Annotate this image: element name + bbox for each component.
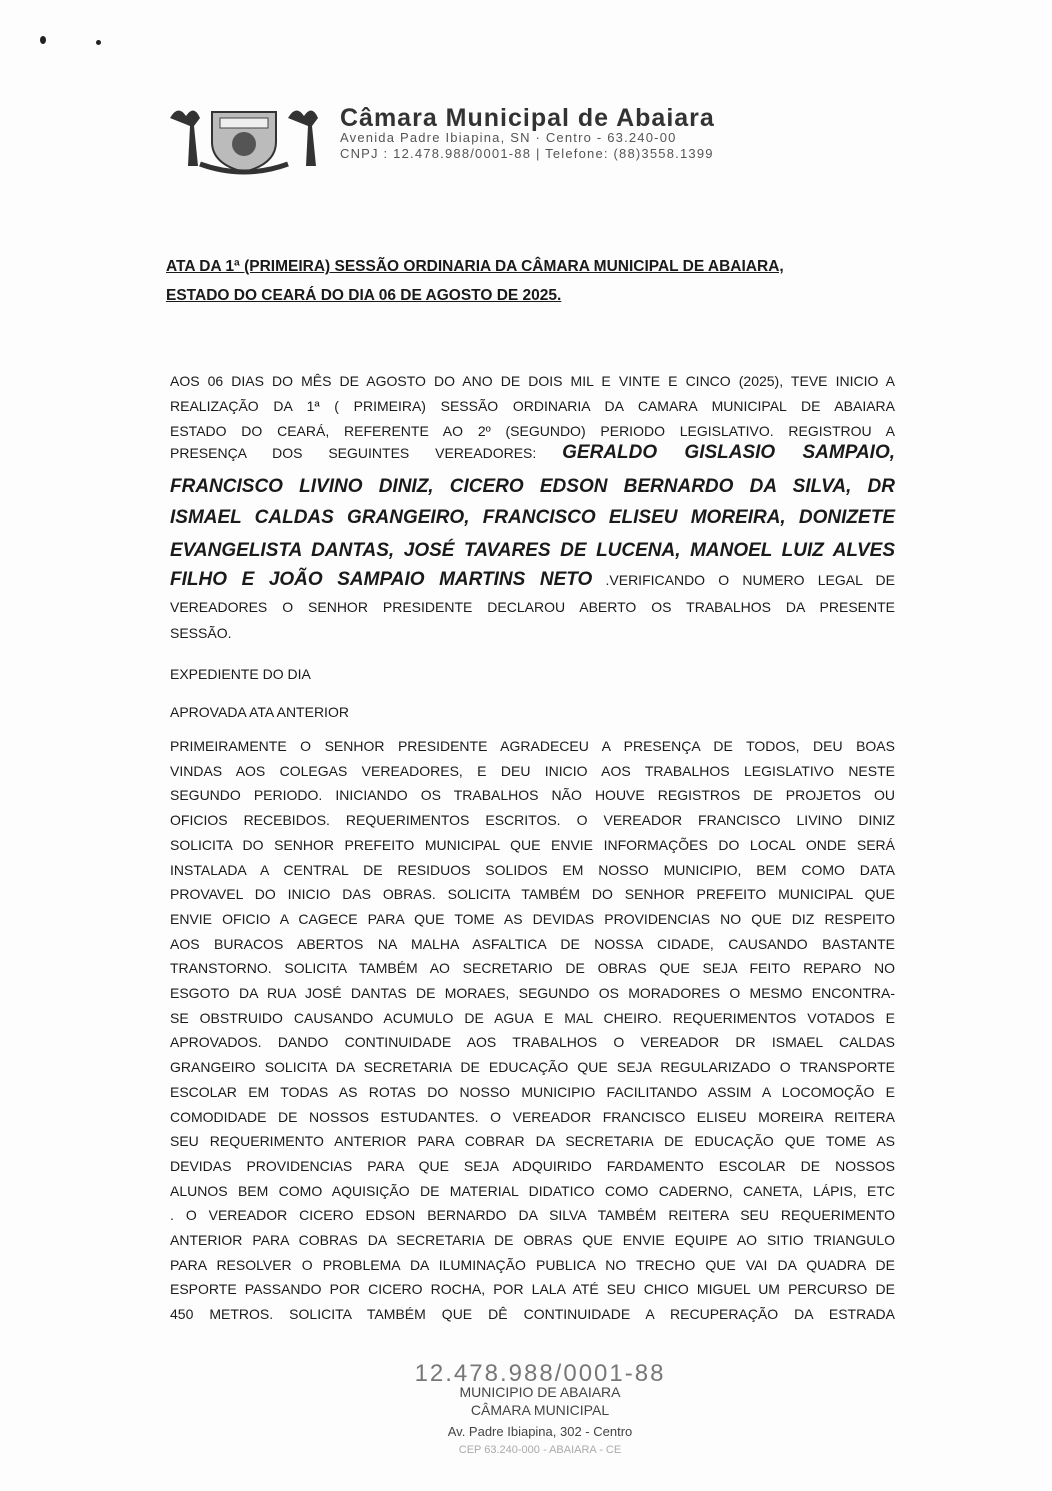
text-line: VINDAS AOS COLEGAS VEREADORES, E DEU INICIO AOS TRABALHOS LEGISLATIVO NESTE <box>170 762 895 779</box>
text-line: ANTERIOR PARA COBRAS DA SECRETARIA DE OBRAS QUE ENVIE EQUIPE AO SITIO TRIANGULO <box>170 1232 895 1248</box>
text-line: SEGUNDO PERIODO. INICIANDO OS TRABALHOS NÃO HOUVE REGISTROS DE PROJETOS OU <box>170 787 895 804</box>
header-address: Avenida Padre Ibiapina, SN · Centro - 63.240-00 <box>340 130 677 145</box>
councillor-names: GERALDO GISLASIO SAMPAIO, <box>562 442 896 463</box>
text-line: PROVAVEL DO INICIO DAS OBRAS. SOLICITA TAMBÉM DO SENHOR PREFEITO MUNICIPAL QUE <box>170 886 895 903</box>
text-line: ESCOLAR EM TODAS AS ROTAS DO NOSSO MUNICIPIO FACILITANDO ASSIM A LOCOMOÇÃO E <box>170 1083 895 1100</box>
text-line: ALUNOS BEM COMO AQUISIÇÃO DE MATERIAL DIDATICO COMO CADERNO, CANETA, LÁPIS, ETC <box>170 1182 895 1199</box>
text-line: ESGOTO DA RUA JOSÉ DANTAS DE MORAES, SEGUNDO OS MORADORES O MESMO ENCONTRA- <box>170 985 895 1001</box>
text-line: AOS BURACOS ABERTOS NA MALHA ASFALTICA DE NOSSA CIDADE, CAUSANDO BASTANTE <box>170 935 895 952</box>
section-heading-aprovada: APROVADA ATA ANTERIOR <box>170 704 349 720</box>
stamp-line: CÂMARA MUNICIPAL <box>470 1402 610 1418</box>
text-line: VEREADORES O SENHOR PRESIDENTE DECLAROU ABERTO OS TRABALHOS DA PRESENTE <box>170 599 895 615</box>
text-line: DEVIDAS PROVIDENCIAS PARA QUE SEJA ADQUIRIDO FARDAMENTO ESCOLAR DE NOSSOS <box>170 1157 895 1174</box>
text-line: OFICIOS RECEBIDOS. REQUERIMENTOS ESCRITOS. O VEREADOR FRANCISCO LIVINO DINIZ <box>170 812 895 829</box>
text-span: PRESENÇA DOS SEGUINTES VEREADORES: <box>170 445 537 461</box>
scan-mark <box>40 36 46 44</box>
stamp-line: MUNICIPIO DE ABAIARA <box>459 1384 621 1400</box>
text-line: SEU REQUERIMENTO ANTERIOR PARA COBRAR DA SECRETARIA DE EDUCAÇÃO QUE TOME AS <box>170 1133 895 1150</box>
stamp-line: Av. Padre Ibiapina, 302 - Centro <box>447 1424 633 1439</box>
text-span: .VERIFICANDO O NUMERO LEGAL DE <box>592 572 895 588</box>
text-line: ESTADO DO CEARÁ, REFERENTE AO 2º (SEGUNDO) PERIODO LEGISLATIVO. REGISTROU A <box>170 423 895 439</box>
coat-of-arms-logo <box>160 98 328 178</box>
text-line: 450 METROS. SOLICITA TAMBÉM QUE DÊ CONTINUIDADE A RECUPERAÇÃO DA ESTRADA <box>170 1306 895 1323</box>
text-line: SOLICITA DO SENHOR PREFEITO MUNICIPAL QUE ENVIE INFORMAÇÕES DO LOCAL ONDE SERÁ <box>170 836 895 853</box>
text-line: . O VEREADOR CICERO EDSON BERNARDO DA SILVA TAMBÉM REITERA SEU REQUERIMENTO <box>170 1207 895 1224</box>
text-line: REALIZAÇÃO DA 1ª ( PRIMEIRA) SESSÃO ORDINARIA DA CAMARA MUNICIPAL DE ABAIARA <box>170 398 895 414</box>
text-line <box>170 569 895 591</box>
header-institution-name: Câmara Municipal de Abaiara <box>340 104 715 132</box>
text-line: AOS 06 DIAS DO MÊS DE AGOSTO DO ANO DE DOIS MIL E VINTE E CINCO (2025), TEVE INICIO A <box>170 373 895 389</box>
text-line: ESPORTE PASSANDO POR CICERO ROCHA, POR LALA ATÉ SEU CHICO MIGUEL UM PERCURSO DE <box>170 1281 895 1298</box>
text-line: SESSÃO. <box>170 625 232 641</box>
document-title-line: ATA DA 1ª (PRIMEIRA) SESSÃO ORDINARIA DA CÂMARA MUNICIPAL DE ABAIARA, <box>166 258 784 275</box>
text-line <box>170 444 895 462</box>
councillor-names: FILHO E JOÃO SAMPAIO MARTINS NETO <box>170 569 593 590</box>
stamp-line: CEP 63.240-000 - ABAIARA - CE <box>458 1444 622 1456</box>
scan-mark <box>96 40 101 45</box>
text-line: PARA RESOLVER O PROBLEMA DA ILUMINAÇÃO PUBLICA NO TRECHO QUE VAI DA QUADRA DE <box>170 1256 895 1273</box>
councillor-names: ISMAEL CALDAS GRANGEIRO, FRANCISCO ELISEU MOREIRA, DONIZETE <box>170 507 895 528</box>
text-line: TRANSTORNO. SOLICITA TAMBÉM AO SECRETARIO DE OBRAS QUE SEJA FEITO REPARO NO <box>170 960 895 977</box>
text-line: ENVIE OFICIO A CAGECE PARA QUE TOME AS DEVIDAS PROVIDENCIAS NO QUE DIZ RESPEITO <box>170 910 895 927</box>
text-line: COMODIDADE DE NOSSOS ESTUDANTES. O VEREADOR FRANCISCO ELISEU MOREIRA REITERA <box>170 1108 895 1125</box>
document-title-line: ESTADO DO CEARÁ DO DIA 06 DE AGOSTO DE 2025. <box>166 287 562 304</box>
councillor-names: EVANGELISTA DANTAS, JOSÉ TAVARES DE LUCENA, MANOEL LUIZ ALVES <box>170 540 895 561</box>
text-line: PRIMEIRAMENTE O SENHOR PRESIDENTE AGRADECEU A PRESENÇA DE TODOS, DEU BOAS <box>170 738 895 754</box>
stamp-cnpj: 12.478.988/0001-88 <box>414 1360 666 1387</box>
text-line: SE OBSTRUIDO CAUSANDO ACUMULO DE AGUA E MAL CHEIRO. REQUERIMENTOS VOTADOS E <box>170 1009 895 1026</box>
text-line: APROVADOS. DANDO CONTINUIDADE AOS TRABALHOS O VEREADOR DR ISMAEL CALDAS <box>170 1034 895 1051</box>
header-contact: CNPJ : 12.478.988/0001-88 | Telefone: (88)3558.1399 <box>340 146 714 161</box>
official-stamp <box>400 1360 680 1459</box>
councillor-names: FRANCISCO LIVINO DINIZ, CICERO EDSON BERNARDO DA SILVA, DR <box>170 476 895 497</box>
text-line: INSTALADA A CENTRAL DE RESIDUOS SOLIDOS EM NOSSO MUNICIPIO, BEM COMO DATA <box>170 861 895 878</box>
text-line: GRANGEIRO SOLICITA DA SECRETARIA DE EDUCAÇÃO QUE SEJA REGULARIZADO O TRANSPORTE <box>170 1059 895 1076</box>
section-heading-expediente: EXPEDIENTE DO DIA <box>170 666 311 682</box>
